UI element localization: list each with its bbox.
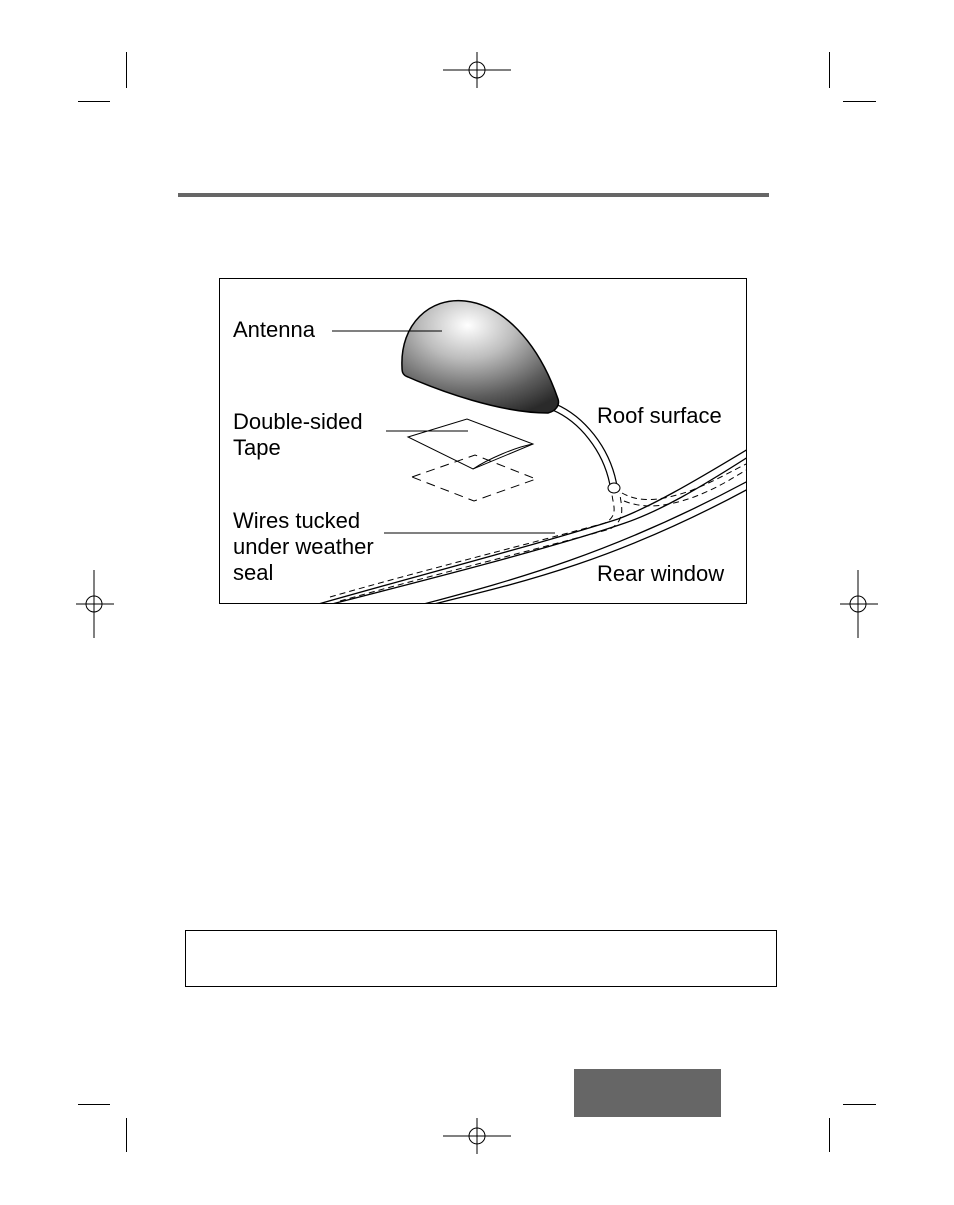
- crop-mark: [126, 52, 127, 88]
- registration-mark-bottom: [443, 1118, 511, 1156]
- label-wires-line-2: under weather: [233, 534, 374, 559]
- label-wires-line-3: seal: [233, 560, 274, 585]
- note-box: [185, 930, 777, 987]
- crop-mark: [843, 1104, 876, 1105]
- label-tape-line-2: Tape: [233, 435, 281, 460]
- registration-mark-top: [443, 52, 511, 90]
- crop-mark: [843, 101, 876, 102]
- registration-mark-right: [840, 570, 878, 638]
- label-roof-surface: Roof surface: [597, 403, 722, 428]
- antenna-dome: [402, 301, 559, 413]
- crop-mark: [78, 101, 110, 102]
- page-tab: [574, 1069, 721, 1117]
- crop-mark: [829, 52, 830, 88]
- header-rule: [178, 193, 769, 197]
- registration-mark-left: [76, 570, 114, 638]
- crop-mark: [829, 1118, 830, 1152]
- label-antenna: Antenna: [233, 317, 315, 342]
- antenna-installation-figure: [219, 278, 747, 604]
- crop-mark: [78, 1104, 110, 1105]
- label-wires-line-1: Wires tucked: [233, 508, 361, 533]
- label-rear-window: Rear window: [597, 561, 725, 586]
- label-tape-line-1: Double-sided: [233, 409, 363, 434]
- crop-mark: [126, 1118, 127, 1152]
